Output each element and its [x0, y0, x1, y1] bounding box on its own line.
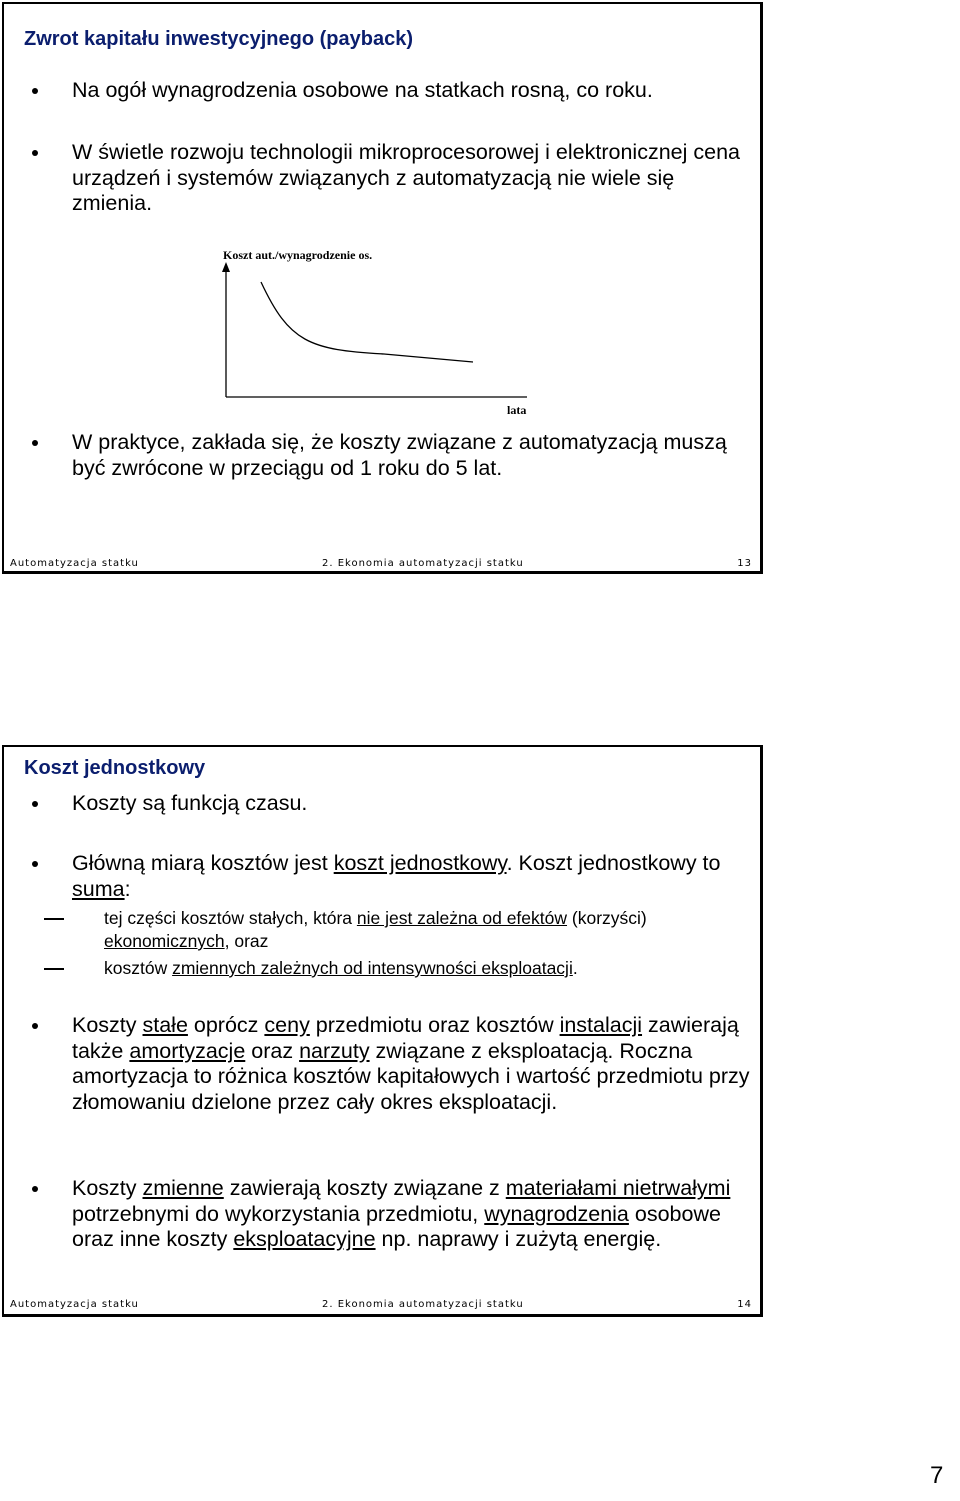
underlined-term: instalacji — [559, 1013, 643, 1037]
slide-14 — [2, 745, 763, 1317]
text-run: zawierają także — [72, 1013, 739, 1063]
slide-footer — [4, 1299, 760, 1313]
bullet-time — [72, 791, 752, 817]
text-run: kosztów — [104, 958, 173, 978]
underlined-term: stałe — [142, 1013, 188, 1037]
bullet-dot-icon — [32, 1186, 38, 1192]
text-run: przedmiotu oraz kosztów — [309, 1013, 560, 1037]
text-run: Koszty — [72, 1176, 143, 1200]
footer-chapter: 2. Ekonomia automatyzacji statku — [322, 1299, 524, 1310]
text-run: . — [572, 958, 578, 978]
dash-icon — [44, 968, 64, 970]
text-run: np. naprawy i zużytą energię. — [375, 1227, 662, 1251]
bullet-text: Koszty są funkcją czasu. — [72, 791, 308, 815]
bullet-dot-icon — [32, 861, 38, 867]
underlined-term: wynagrodzenia — [484, 1201, 629, 1226]
dash-icon — [44, 918, 64, 920]
underlined-term: narzuty — [299, 1038, 370, 1063]
slide-13 — [2, 2, 763, 574]
slide-footer — [4, 558, 760, 572]
bullet-text: W świetle rozwoju technologii mikroprocesorowej i elektronicznej cena urządzeń i systemów związanych z automatyzacją nie wiele się zmienia. — [72, 140, 740, 215]
bullet-technology — [72, 140, 752, 217]
footer-slide-number: 13 — [737, 558, 752, 569]
text-run: potrzebnymi do wykorzystania przedmiotu, — [72, 1201, 485, 1226]
page-number: 7 — [930, 1462, 944, 1489]
text-run: zawierają koszty związane z — [223, 1176, 506, 1200]
text-run: osobowe oraz inne koszty — [72, 1201, 721, 1251]
bullet-dot-icon — [32, 150, 38, 156]
underlined-term: eksploatacyjne — [233, 1227, 376, 1251]
bullet-unit-cost — [72, 851, 752, 902]
bullet-text: Na ogół wynagrodzenia osobowe na statkach rosną, co roku. — [72, 78, 653, 102]
text-run: : — [124, 876, 131, 901]
slide-title: Zwrot kapitału inwestycyjnego (payback) — [24, 28, 413, 50]
sub-bullet-fixed-costs — [104, 907, 744, 953]
bullet-dot-icon — [32, 88, 38, 94]
underlined-term: materiałami nietrwałymi — [505, 1176, 731, 1200]
bullet-payback — [72, 430, 752, 481]
bullet-wages — [72, 78, 752, 104]
slide-title: Koszt jednostkowy — [24, 757, 206, 779]
y-axis-arrow-icon — [222, 262, 230, 272]
bullet-text: W praktyce, zakłada się, że koszty związane z automatyzacją muszą być zwrócone w przeciągu od 1 roku do 5 lat. — [72, 430, 727, 480]
bullet-fixed-costs — [72, 1013, 752, 1115]
underlined-term: ekonomicznych — [104, 931, 225, 951]
underlined-term: zmienne — [142, 1176, 224, 1200]
bullet-dot-icon — [32, 440, 38, 446]
text-run: związane z eksploatacją. Roczna amortyzacja to różnica kosztów kapitałowych i wartość przedmiotu przy złomowaniu dzielone przez cały okres eksploatacji. — [72, 1038, 750, 1114]
cost-ratio-chart — [209, 242, 539, 422]
footer-course: Automatyzacja statku — [10, 558, 139, 569]
text-run: Główną miarą kosztów jest — [72, 851, 334, 875]
bullet-dot-icon — [32, 801, 38, 807]
bullet-dot-icon — [32, 1023, 38, 1029]
chart-x-axis-label: lata — [507, 403, 527, 417]
underlined-term: zmiennych zależnych od intensywności eksploatacji — [172, 958, 573, 978]
chart-curve — [261, 282, 473, 362]
underlined-term: nie jest zależna od efektów — [356, 908, 568, 928]
footer-slide-number: 14 — [737, 1299, 752, 1310]
bullet-variable-costs — [72, 1176, 752, 1253]
footer-course: Automatyzacja statku — [10, 1299, 139, 1310]
text-run: tej części kosztów stałych, która — [104, 908, 357, 928]
underlined-term: ceny — [264, 1013, 310, 1037]
text-run: oraz — [245, 1038, 300, 1063]
chart-y-axis-label: Koszt aut./wynagrodzenie os. — [223, 248, 373, 262]
footer-chapter: 2. Ekonomia automatyzacji statku — [322, 558, 524, 569]
text-run: . Koszt jednostkowy to — [506, 851, 721, 875]
text-run: oprócz — [187, 1013, 265, 1037]
underlined-term: suma — [72, 876, 125, 901]
text-run: Koszty — [72, 1013, 143, 1037]
underlined-term: koszt jednostkowy — [333, 851, 507, 875]
text-run: , oraz — [224, 931, 269, 951]
underlined-term: amortyzacje — [129, 1038, 246, 1063]
sub-bullet-variable-costs — [104, 957, 744, 980]
text-run: (korzyści) — [567, 908, 647, 928]
